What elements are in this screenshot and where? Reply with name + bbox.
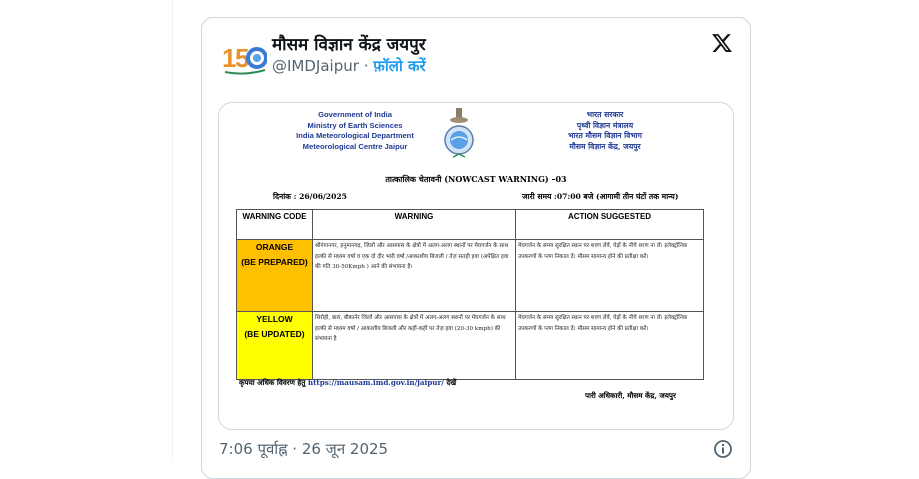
details-url: https://mausam.imd.gov.in/jaipur/ bbox=[307, 378, 444, 387]
imd-150-logo-icon bbox=[221, 36, 267, 76]
warning-code-label: YELLOW bbox=[256, 314, 293, 324]
column-header: ACTION SUGGESTED bbox=[516, 210, 704, 240]
info-icon[interactable] bbox=[713, 439, 733, 459]
action-text: मेघगर्जन के समय सुरक्षित स्थान पर शरण लेवें, पेड़ों के नीचे शरण ना लें। इलेक्ट्रॉनिक उपकरणों के प्लग निकाल दें। मौसम सामान्य होने की प्रतीक्षा करें। bbox=[516, 240, 704, 312]
tweet-card[interactable] bbox=[201, 17, 751, 479]
warning-code-sub: (BE PREPARED) bbox=[241, 257, 308, 267]
signoff: पारी अधिकारी, मौसम केंद्र, जयपुर bbox=[585, 391, 676, 400]
separator-dot: · bbox=[363, 57, 369, 75]
warning-code-orange bbox=[237, 240, 313, 312]
tweet-timestamp[interactable]: 7:06 पूर्वाह्न · 26 जून 2025 bbox=[219, 440, 389, 458]
warning-text: सिरोही, बारां, बीकानेर जिलों और आसपास के क्षेत्रों में अलग-अलग स्थानों पर मेघगर्जन के साथ हल्की से मध्यम वर्षा / आकाशीय बिजली और कहीं-कहीं पर तेज़ हवा (20-30 kmph) की संभावना है bbox=[313, 312, 516, 380]
header-en-line: Ministry of Earth Sciences bbox=[307, 120, 403, 130]
avatar[interactable] bbox=[221, 36, 267, 76]
warning-text: श्रीगंगानगर, हनुमानगढ़, जिलों और आसपास के क्षेत्रों में अलग-अलग स्थानों पर मेघगर्जन के साथ हल्की से मध्यम वर्षा व एक दो दौर भारी वर्षा /आकाशीय बिजली / तेज़ सतही हवा (अपेक्षित हवा की गति 30-50Kmph ) आने की संभावना है। bbox=[313, 240, 516, 312]
action-text: मेघगर्जन के समय सुरक्षित स्थान पर शरण लेवें, पेड़ों के नीचे शरण ना लें। इलेक्ट्रॉनिक उपकरणों के प्लग निकाल दें। मौसम सामान्य होने की प्रतीक्षा करें। bbox=[516, 312, 704, 380]
header-hi-line: मौसम विज्ञान केंद्र, जयपुर bbox=[569, 141, 641, 151]
footer-prefix: कृपया अधिक विवरण हेतु bbox=[239, 378, 306, 387]
warning-code-yellow bbox=[237, 312, 313, 380]
header-hi-line: भारत मौसम विज्ञान विभाग bbox=[568, 131, 642, 141]
footer-suffix: देखें bbox=[446, 378, 457, 387]
account-handle[interactable]: @IMDJaipur bbox=[272, 57, 359, 75]
details-footer bbox=[239, 378, 456, 388]
header-hi-line: पृथ्वी विज्ञान मंत्रालय bbox=[576, 120, 634, 130]
svg-text:5: 5 bbox=[235, 43, 250, 73]
warning-code-label: ORANGE bbox=[255, 242, 294, 252]
emblem-icon bbox=[441, 105, 477, 165]
table-header-row bbox=[237, 210, 704, 240]
issue-date: दिनांक : 26/06/2025 bbox=[273, 192, 347, 201]
x-logo-icon[interactable] bbox=[711, 32, 733, 54]
warning-code-sub: (BE UPDATED) bbox=[244, 329, 305, 339]
nowcast-warning-document bbox=[219, 103, 733, 429]
column-header: WARNING bbox=[313, 210, 516, 240]
header-english bbox=[285, 110, 425, 152]
header-hi-line: भारत सरकार bbox=[586, 110, 624, 119]
account-name[interactable]: मौसम विज्ञान केंद्र जयपुर bbox=[272, 35, 426, 55]
issue-time: जारी समय :07:00 बजे (आगामी तीन घंटों तक मान्य) bbox=[522, 192, 679, 201]
header-en-line: Meteorological Centre Jaipur bbox=[302, 141, 408, 151]
left-column bbox=[0, 0, 173, 462]
handle-line bbox=[272, 56, 426, 76]
warning-table bbox=[236, 209, 704, 380]
svg-text:1: 1 bbox=[222, 43, 237, 73]
header-en-line: Government of India bbox=[318, 110, 392, 119]
table-row bbox=[237, 312, 704, 380]
column-header: WARNING CODE bbox=[237, 210, 313, 240]
table-row bbox=[237, 240, 704, 312]
header-en-line: India Meteorological Department bbox=[296, 131, 414, 141]
document-title: तात्कालिक चेतावनी (NOWCAST WARNING) –03 bbox=[385, 174, 567, 184]
follow-button[interactable]: फ़ॉलो करें bbox=[373, 57, 426, 75]
header-hindi bbox=[525, 110, 685, 152]
tweet-media-image[interactable] bbox=[218, 102, 734, 430]
